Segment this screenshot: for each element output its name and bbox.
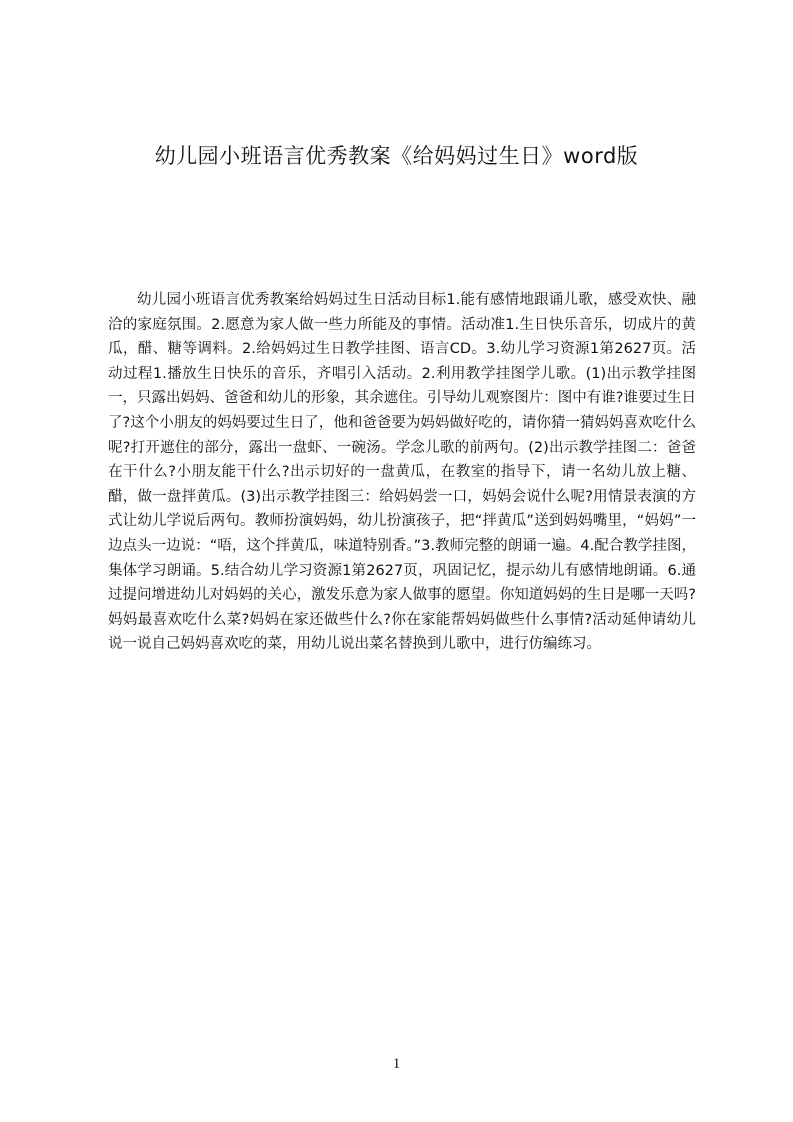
page-number: 1 xyxy=(392,1056,401,1072)
document-title: 幼儿园小班语言优秀教案《给妈妈过生日》word版 xyxy=(154,144,639,168)
body-paragraph: 幼儿园小班语言优秀教案给妈妈过生日活动目标1.能有感情地跟诵儿歌，感受欢快、融洽的家庭氛围。2.愿意为家人做一些力所能及的事情。活动准1.生日快乐音乐，切成片的黄瓜，醋、糖等调料。2.给妈妈过生日教学挂图、语言CD。3.幼儿学习资源1第2627页。活动过程1.播放生日快乐的音乐，齐唱引入活动。2.利用教学挂图学儿歌。(1)出示教学挂图一，只露出妈妈、爸爸和幼儿的形象，其余遮住。引导幼儿观察图片：图中有谁?谁要过生日了?这个小朋友的妈妈要过生日了，他和爸爸要为妈妈做好吃的，请你猜一猜妈妈喜欢吃什么呢?打开遮住的部分，露出一盘虾、一碗汤。学念儿歌的前两句。(2)出示教学挂图二：爸爸在干什么?小朋友能干什么?出示切好的一盘黄瓜，在教室的指导下，请一名幼儿放上糖、醋，做一盘拌黄瓜。(3)出示教学挂图三：给妈妈尝一口，妈妈会说什么呢?用情景表演的方式让幼儿学说后两句。教师扮演妈妈，幼儿扮演孩子，把“拌黄瓜”送到妈妈嘴里，“妈妈”一边点头一边说：“唔，这个拌黄瓜，味道特别香。”3.教师完整的朗诵一遍。4.配合教学挂图，集体学习朗诵。5.结合幼儿学习资源1第2627页，巩固记忆，提示幼儿有感情地朗诵。6.通过提问增进幼儿对妈妈的关心，激发乐意为家人做事的愿望。你知道妈妈的生日是哪一天吗?妈妈最喜欢吃什么菜?妈妈在家还做些什么?你在家能帮妈妈做些什么事情?活动延伸请幼儿说一说自己妈妈喜欢吃的菜，用幼儿说出菜名替换到儿歌中，进行仿编练习。 xyxy=(108,292,696,653)
